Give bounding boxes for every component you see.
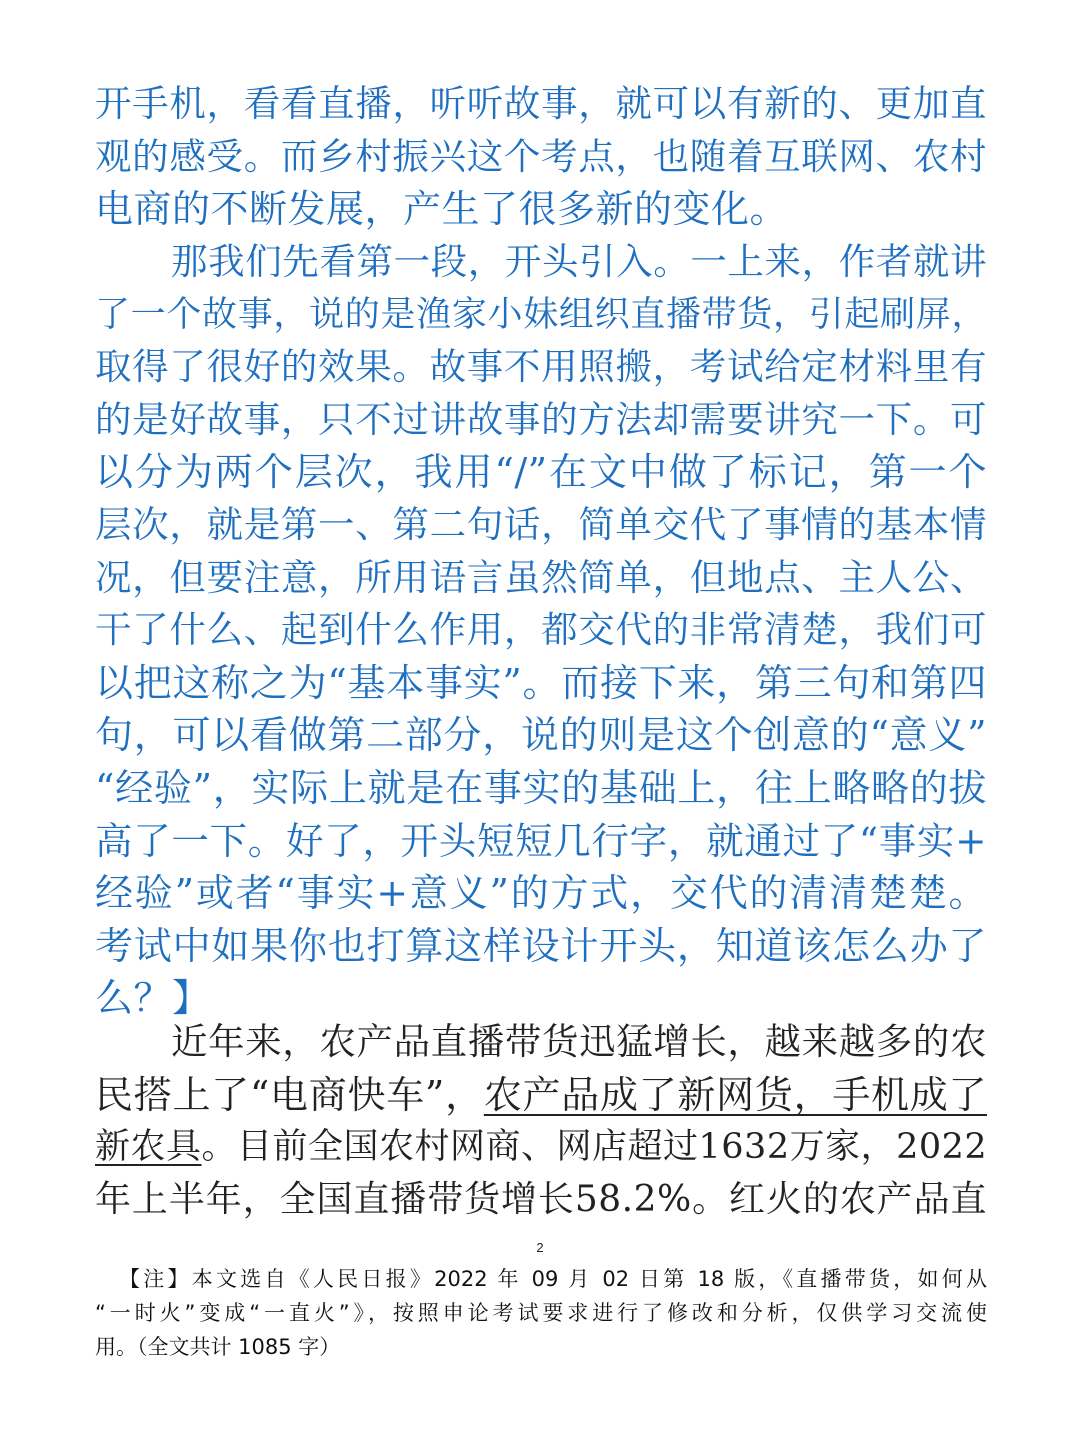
text-line: 取得了很好的效果。故事不用照搬，考试给定材料里有 xyxy=(95,345,987,389)
footnote xyxy=(95,1262,987,1364)
commentary-paragraph-2 xyxy=(95,236,987,1025)
text-line: 干了什么、起到什么作用，都交代的非常清楚，我们可 xyxy=(95,608,987,652)
footnote-line: 用。（全文共计 1085 字） xyxy=(95,1335,341,1359)
article-paragraph xyxy=(95,1016,987,1226)
text-line: “经验”，实际上就是在事实的基础上，往上略略的拔 xyxy=(95,765,987,810)
footnote-line: 【注】本文选自《人民日报》2022 年 09 月 02 日第 18 版，《直播带货，如何从 xyxy=(119,1267,987,1291)
text-line: 了一个故事，说的是渔家小妹组织直播带货，引起刷屏， xyxy=(95,294,987,335)
text-line: 开手机，看看直播，听听故事，就可以有新的、更加直 xyxy=(95,82,987,125)
underlined-text: 农产品成了新网货，手机成了 xyxy=(483,1072,987,1117)
page-number: 2 xyxy=(536,1240,544,1255)
text-line: 年上半年，全国直播带货增长58.2%。红火的农产品直 xyxy=(95,1178,987,1220)
text-segment: 民搭上了“电商快车”， xyxy=(95,1072,484,1117)
text-line: 观的感受。而乡村振兴这个考点，也随着互联网、农村 xyxy=(95,134,987,178)
text-line: 况，但要注意，所用语言虽然简单，但地点、主人公、 xyxy=(95,555,987,599)
text-line xyxy=(95,1121,987,1174)
text-line: 考试中如果你也打算这样设计开头，知道该怎么办了 xyxy=(95,923,987,968)
footnote-line: “一时火”变成“一直火”》，按照申论考试要求进行了修改和分析，仅供学习交流使 xyxy=(95,1301,987,1325)
text-line: 么？】 xyxy=(95,976,211,1021)
text-line xyxy=(95,1069,987,1122)
text-line: 经验”或者“事实+意义”的方式，交代的清清楚楚。 xyxy=(95,871,987,916)
text-line: 的是好故事，只不过讲故事的方法却需要讲究一下。可 xyxy=(95,397,987,441)
underlined-text: 新农具 xyxy=(95,1127,202,1168)
commentary-paragraph-1 xyxy=(95,78,987,236)
text-line: 高了一下。好了，开头短短几行字，就通过了“事实+ xyxy=(95,818,987,863)
text-line: 句，可以看做第二部分，说的则是这个创意的“意义” xyxy=(95,713,987,758)
text-line: 近年来，农产品直播带货迅猛增长，越来越多的农 xyxy=(171,1020,987,1063)
text-segment: 。目前全国农村网商、网店超过1632万家，2022 xyxy=(201,1127,988,1168)
text-line: 层次，就是第一、第二句话，简单交代了事情的基本情 xyxy=(95,502,987,546)
text-line: 以把这称之为“基本事实”。而接下来，第三句和第四 xyxy=(95,660,987,705)
text-line: 以分为两个层次，我用“/”在文中做了标记，第一个 xyxy=(95,450,987,495)
text-line: 电商的不断发展，产生了很多新的变化。 xyxy=(95,187,789,232)
text-line: 那我们先看第一段，开头引入。一上来，作者就讲 xyxy=(171,240,987,283)
